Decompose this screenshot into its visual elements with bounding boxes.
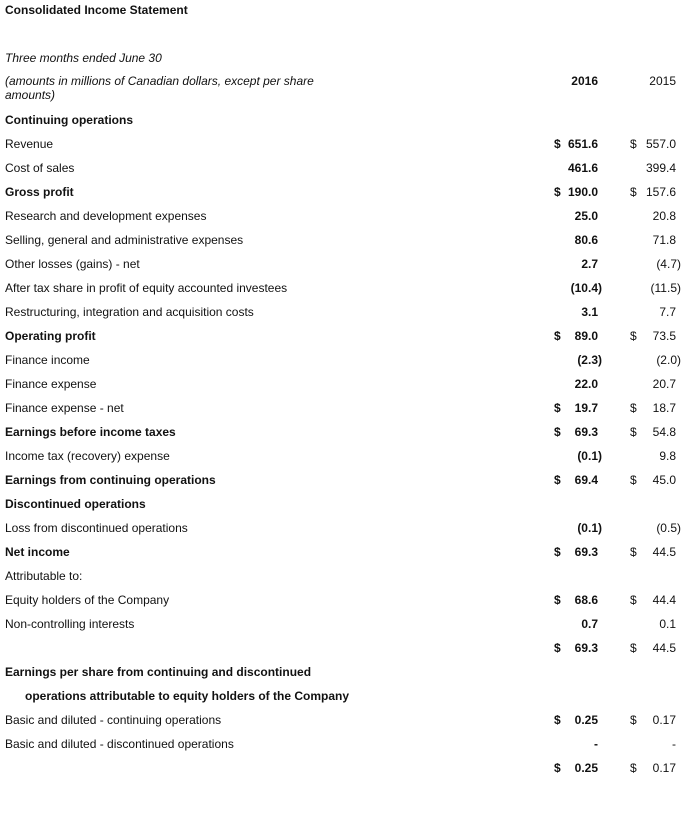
table-row xyxy=(0,760,686,776)
value-2016: (2.3) xyxy=(577,353,602,367)
value-2015: (4.7) xyxy=(656,257,681,271)
row-label: After tax share in profit of equity accounted investees xyxy=(5,281,288,295)
currency-2016: $ xyxy=(554,401,561,415)
table-row xyxy=(0,328,686,344)
value-2015: - xyxy=(672,737,676,751)
value-2016: 89.0 xyxy=(574,329,598,343)
table-row xyxy=(0,184,686,200)
table-row xyxy=(0,544,686,560)
value-2015: 0.1 xyxy=(659,617,676,631)
table-row xyxy=(0,400,686,416)
row-label: Discontinued operations xyxy=(5,497,146,511)
table-row xyxy=(0,712,686,728)
table-row xyxy=(0,592,686,608)
table-row xyxy=(0,448,686,464)
row-label: Equity holders of the Company xyxy=(5,593,170,607)
row-label: operations attributable to equity holders of the Company xyxy=(25,689,350,703)
currency-2015: $ xyxy=(630,713,637,727)
row-label: Earnings per share from continuing and discontinued xyxy=(5,665,312,679)
currency-2015: $ xyxy=(630,473,637,487)
value-2016: 69.3 xyxy=(574,425,598,439)
row-label: Earnings before income taxes xyxy=(5,425,176,439)
value-2016: 69.3 xyxy=(574,641,598,655)
currency-2016: $ xyxy=(554,545,561,559)
value-2016: (0.1) xyxy=(577,521,602,535)
value-2015: 9.8 xyxy=(659,449,676,463)
currency-2016: $ xyxy=(554,185,561,199)
table-row xyxy=(0,376,686,392)
row-label: Income tax (recovery) expense xyxy=(5,449,170,463)
period-label: Three months ended June 30 xyxy=(5,51,162,65)
row-label: Basic and diluted - continuing operations xyxy=(5,713,222,727)
row-label: Revenue xyxy=(5,137,54,151)
table-row xyxy=(0,352,686,368)
currency-2015: $ xyxy=(630,401,637,415)
row-label: Attributable to: xyxy=(5,569,83,583)
table-row xyxy=(0,256,686,272)
row-label: Continuing operations xyxy=(5,113,133,127)
table-row xyxy=(0,640,686,656)
value-2016: 22.0 xyxy=(574,377,598,391)
value-2016: 80.6 xyxy=(574,233,598,247)
table-row xyxy=(0,304,686,320)
table-row xyxy=(0,496,686,512)
row-label: Finance income xyxy=(5,353,90,367)
value-2015: 44.4 xyxy=(652,593,676,607)
table-row xyxy=(0,616,686,632)
currency-2015: $ xyxy=(630,593,637,607)
currency-2015: $ xyxy=(630,545,637,559)
currency-2015: $ xyxy=(630,425,637,439)
table-row xyxy=(0,160,686,176)
value-2015: 71.8 xyxy=(652,233,676,247)
value-2016: 68.6 xyxy=(574,593,598,607)
table-row xyxy=(0,520,686,536)
currency-2015: $ xyxy=(630,761,637,775)
value-2016: (10.4) xyxy=(570,281,602,295)
row-label: Net income xyxy=(5,545,70,559)
row-label: Finance expense xyxy=(5,377,97,391)
currency-2015: $ xyxy=(630,329,637,343)
value-2016: 190.0 xyxy=(567,185,598,199)
value-2016: (0.1) xyxy=(577,449,602,463)
table-row xyxy=(0,232,686,248)
value-2016: 651.6 xyxy=(567,137,598,151)
row-label: Selling, general and administrative expenses xyxy=(5,233,244,247)
value-2015: 399.4 xyxy=(645,161,676,175)
statement-title: Consolidated Income Statement xyxy=(5,3,188,17)
table-row xyxy=(0,208,686,224)
table-row xyxy=(0,472,686,488)
value-2016: 69.4 xyxy=(574,473,598,487)
currency-2016: $ xyxy=(554,137,561,151)
currency-2016: $ xyxy=(554,329,561,343)
value-2015: 557.0 xyxy=(645,137,676,151)
currency-2016: $ xyxy=(554,425,561,439)
table-row xyxy=(0,424,686,440)
value-2016: - xyxy=(594,737,598,751)
value-2016: 0.25 xyxy=(574,761,598,775)
table-row xyxy=(0,280,686,296)
currency-2016: $ xyxy=(554,761,561,775)
value-2015: (11.5) xyxy=(650,281,681,295)
currency-2016: $ xyxy=(554,641,561,655)
value-2015: (2.0) xyxy=(656,353,681,367)
value-2015: 18.7 xyxy=(652,401,676,415)
row-label: Cost of sales xyxy=(5,161,75,175)
row-label: Other losses (gains) - net xyxy=(5,257,140,271)
row-label: Operating profit xyxy=(5,329,96,343)
value-2015: 44.5 xyxy=(652,641,676,655)
value-2015: 20.8 xyxy=(652,209,676,223)
value-2015: 73.5 xyxy=(652,329,676,343)
table-row xyxy=(0,112,686,128)
currency-2015: $ xyxy=(630,641,637,655)
value-2016: 3.1 xyxy=(581,305,598,319)
currency-2016: $ xyxy=(554,473,561,487)
currency-2016: $ xyxy=(554,593,561,607)
table-row xyxy=(0,736,686,752)
row-label: Loss from discontinued operations xyxy=(5,521,188,535)
value-2016: 461.6 xyxy=(567,161,598,175)
value-2015: 0.17 xyxy=(652,713,676,727)
value-2016: 25.0 xyxy=(574,209,598,223)
row-label: Finance expense - net xyxy=(5,401,124,415)
value-2015: (0.5) xyxy=(656,521,681,535)
table-row xyxy=(0,568,686,584)
value-2016: 2.7 xyxy=(581,257,598,271)
value-2016: 19.7 xyxy=(574,401,598,415)
currency-2015: $ xyxy=(630,185,637,199)
row-label: Earnings from continuing operations xyxy=(5,473,216,487)
row-label: Restructuring, integration and acquisition costs xyxy=(5,305,254,319)
value-2016: 0.7 xyxy=(581,617,598,631)
table-row xyxy=(0,136,686,152)
value-2015: 0.17 xyxy=(652,761,676,775)
value-2015: 44.5 xyxy=(652,545,676,559)
table-row xyxy=(0,664,686,680)
row-label: Basic and diluted - discontinued operations xyxy=(5,737,234,751)
row-label: Research and development expenses xyxy=(5,209,207,223)
row-label: Non-controlling interests xyxy=(5,617,135,631)
value-2015: 45.0 xyxy=(652,473,676,487)
currency-2015: $ xyxy=(630,137,637,151)
value-2015: 7.7 xyxy=(659,305,676,319)
row-label: Gross profit xyxy=(5,185,74,199)
value-2015: 157.6 xyxy=(645,185,676,199)
column-header-2016: 2016 xyxy=(571,74,598,88)
value-2016: 69.3 xyxy=(574,545,598,559)
currency-2016: $ xyxy=(554,713,561,727)
table-row xyxy=(0,688,686,704)
value-2015: 20.7 xyxy=(652,377,676,391)
units-note: (amounts in millions of Canadian dollars, except per share amounts) xyxy=(5,74,314,102)
column-header-2015: 2015 xyxy=(649,74,676,88)
value-2016: 0.25 xyxy=(574,713,598,727)
value-2015: 54.8 xyxy=(652,425,676,439)
